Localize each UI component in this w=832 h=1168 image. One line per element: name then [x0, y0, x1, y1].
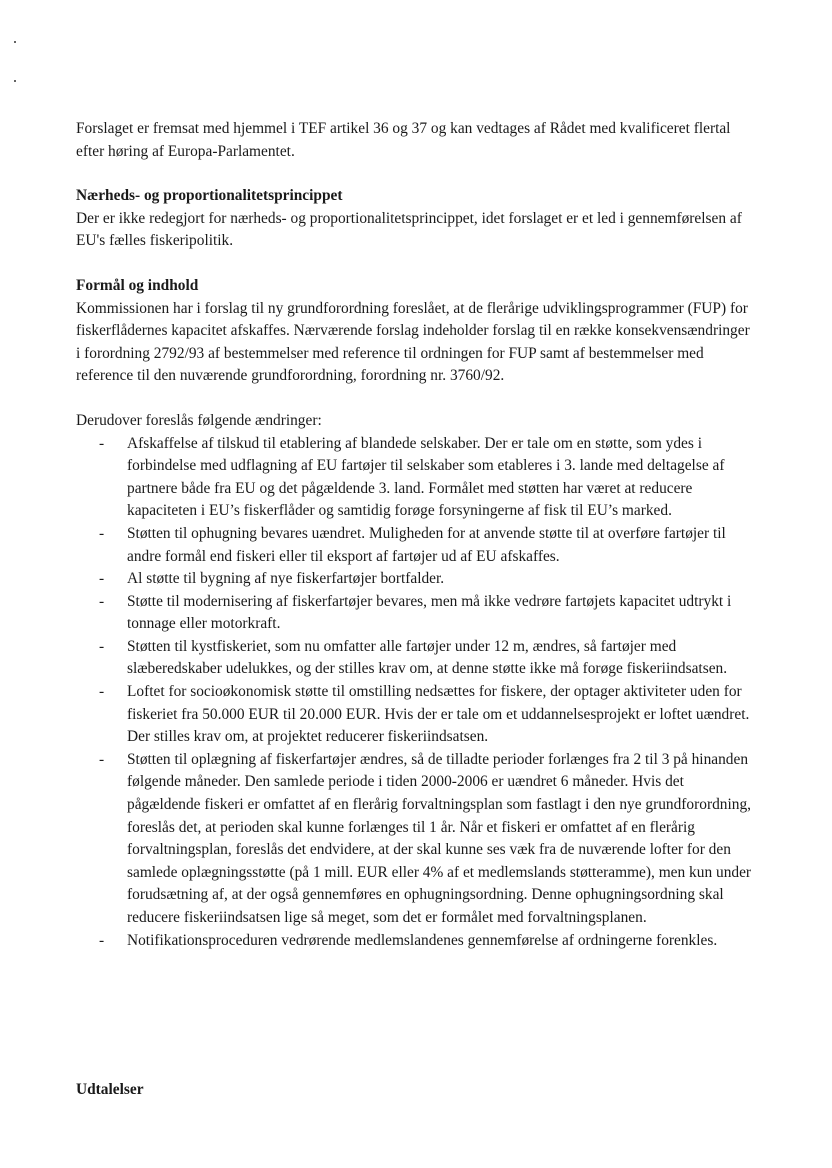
section-heading: Nærheds- og proportionalitetsprincippet	[76, 187, 343, 205]
dash-bullet: -	[99, 683, 105, 701]
section-paragraph: Kommissionen har i forslag til ny grundforordning foreslået, at de flerårige udviklingsprogrammer (FUP) for fiskerflådernes kapacitet afskaffes. Nærværende forslag indeholder forslag til en række konsekvensændringer i forordning 2792/93 af bestemmelser med reference til ordningen for FUP samt af bestemmelser med reference til den nuværende grundforordning, forordning nr. 3760/92.	[76, 299, 750, 385]
list-item-text: Notifikationsproceduren vedrørende medlemslandenes gennemførelse af ordningerne forenkles.	[127, 931, 718, 949]
list-item-text: Støtten til kystfiskeriet, som nu omfatter alle fartøjer under 12 m, ændres, så fartøjer med slæberedskaber udelukkes, og der stilles krav om, at denne støtte ikke må forøge fiskeriindsatsen.	[127, 637, 728, 678]
list-item-text: Støtten til ophugning bevares uændret. Muligheden for at anvende støtte til at overføre fartøjer til andre formål end fiskeri eller til eksport af fartøjer ud af EU afskaffes.	[127, 524, 726, 565]
list-item-text: Loftet for socioøkonomisk støtte til omstilling nedsættes for fiskere, der optager aktiviteter uden for fiskeriet fra 50.000 EUR til 20.000 EUR. Hvis der er tale om et uddannelsesprojekt er loftet uændret. Der stilles krav om, at projektet reducerer fiskeriindsatsen.	[127, 683, 750, 746]
list-item	[76, 591, 752, 636]
section-paragraph: Der er ikke redegjort for nærheds- og proportionalitetsprincippet, idet forslaget er et led i gennemførelsen af EU's fælles fiskeripolitik.	[76, 209, 742, 250]
list-item	[76, 636, 752, 681]
dash-bullet: -	[99, 570, 105, 588]
list-item	[76, 523, 752, 568]
dash-bullet: -	[99, 434, 105, 452]
list-item	[76, 568, 752, 591]
section-purpose	[76, 275, 752, 388]
scan-mark	[14, 41, 16, 43]
list-item	[76, 681, 752, 749]
section-subsidiarity	[76, 185, 752, 253]
list-item-text: Støtten til oplægning af fiskerfartøjer ændres, så de tilladte perioder forlænges fra 2 til 3 på hinanden følgende måneder. Den samlede periode i tiden 2000-2006 er uændret 6 måneder. Hvis det pågældende fiskeri er omfattet af en flerårig forvaltningsplan som fastlagt i den nye grundforordning, foreslås det, at perioden skal kunne forlænges til 1 år. Når et fiskeri er omfattet af en flerårig forvaltningsplan, foreslås det endvidere, at der skal kunne ses væk fra de nuværende lofter for den samlede oplægningsstøtte (på 1 mill. EUR eller 4% af et medlemslands støtteramme), men kun under forudsætning af, at der også gennemføres en ophugningsordning. Denne ophugningsordning skal reducere fiskeriindsatsen lige så meget, som det er formålet med forvaltningsplanen.	[127, 750, 752, 926]
changes-intro: Derudover foreslås følgende ændringer:	[76, 411, 322, 429]
section-heading: Formål og indhold	[76, 276, 199, 294]
section-heading-statements: Udtalelser	[76, 1081, 144, 1098]
dash-bullet: -	[99, 750, 105, 768]
document-body	[76, 118, 752, 952]
dash-bullet: -	[99, 637, 105, 655]
list-item	[76, 433, 752, 523]
list-item-text: Al støtte til bygning af nye fiskerfartøjer bortfalder.	[127, 570, 445, 588]
scan-mark	[14, 80, 16, 82]
dash-bullet: -	[99, 931, 105, 949]
dash-bullet: -	[99, 592, 105, 610]
dash-bullet: -	[99, 524, 105, 542]
list-item-text: Afskaffelse af tilskud til etablering af blandede selskaber. Der er tale om en støtte, som ydes i forbindelse med udflagning af EU fartøjer til selskaber som etableres i 3. lande med deltagelse af partnere både fra EU og det pågældende 3. land. Formålet med støtten har været at reducere kapaciteten i EU’s fiskerflåder og samtidig forøge forsyningerne af fisk til EU’s marked.	[127, 434, 725, 520]
intro-paragraph: Forslaget er fremsat med hjemmel i TEF artikel 36 og 37 og kan vedtages af Rådet med kvalificeret flertal efter høring af Europa-Parlamentet.	[76, 120, 731, 160]
list-item-text: Støtte til modernisering af fiskerfartøjer bevares, men må ikke vedrøre fartøjets kapacitet udtrykt i tonnage eller motorkraft.	[127, 592, 732, 633]
changes-list	[76, 433, 752, 953]
list-item	[76, 930, 752, 953]
list-item	[76, 749, 752, 930]
